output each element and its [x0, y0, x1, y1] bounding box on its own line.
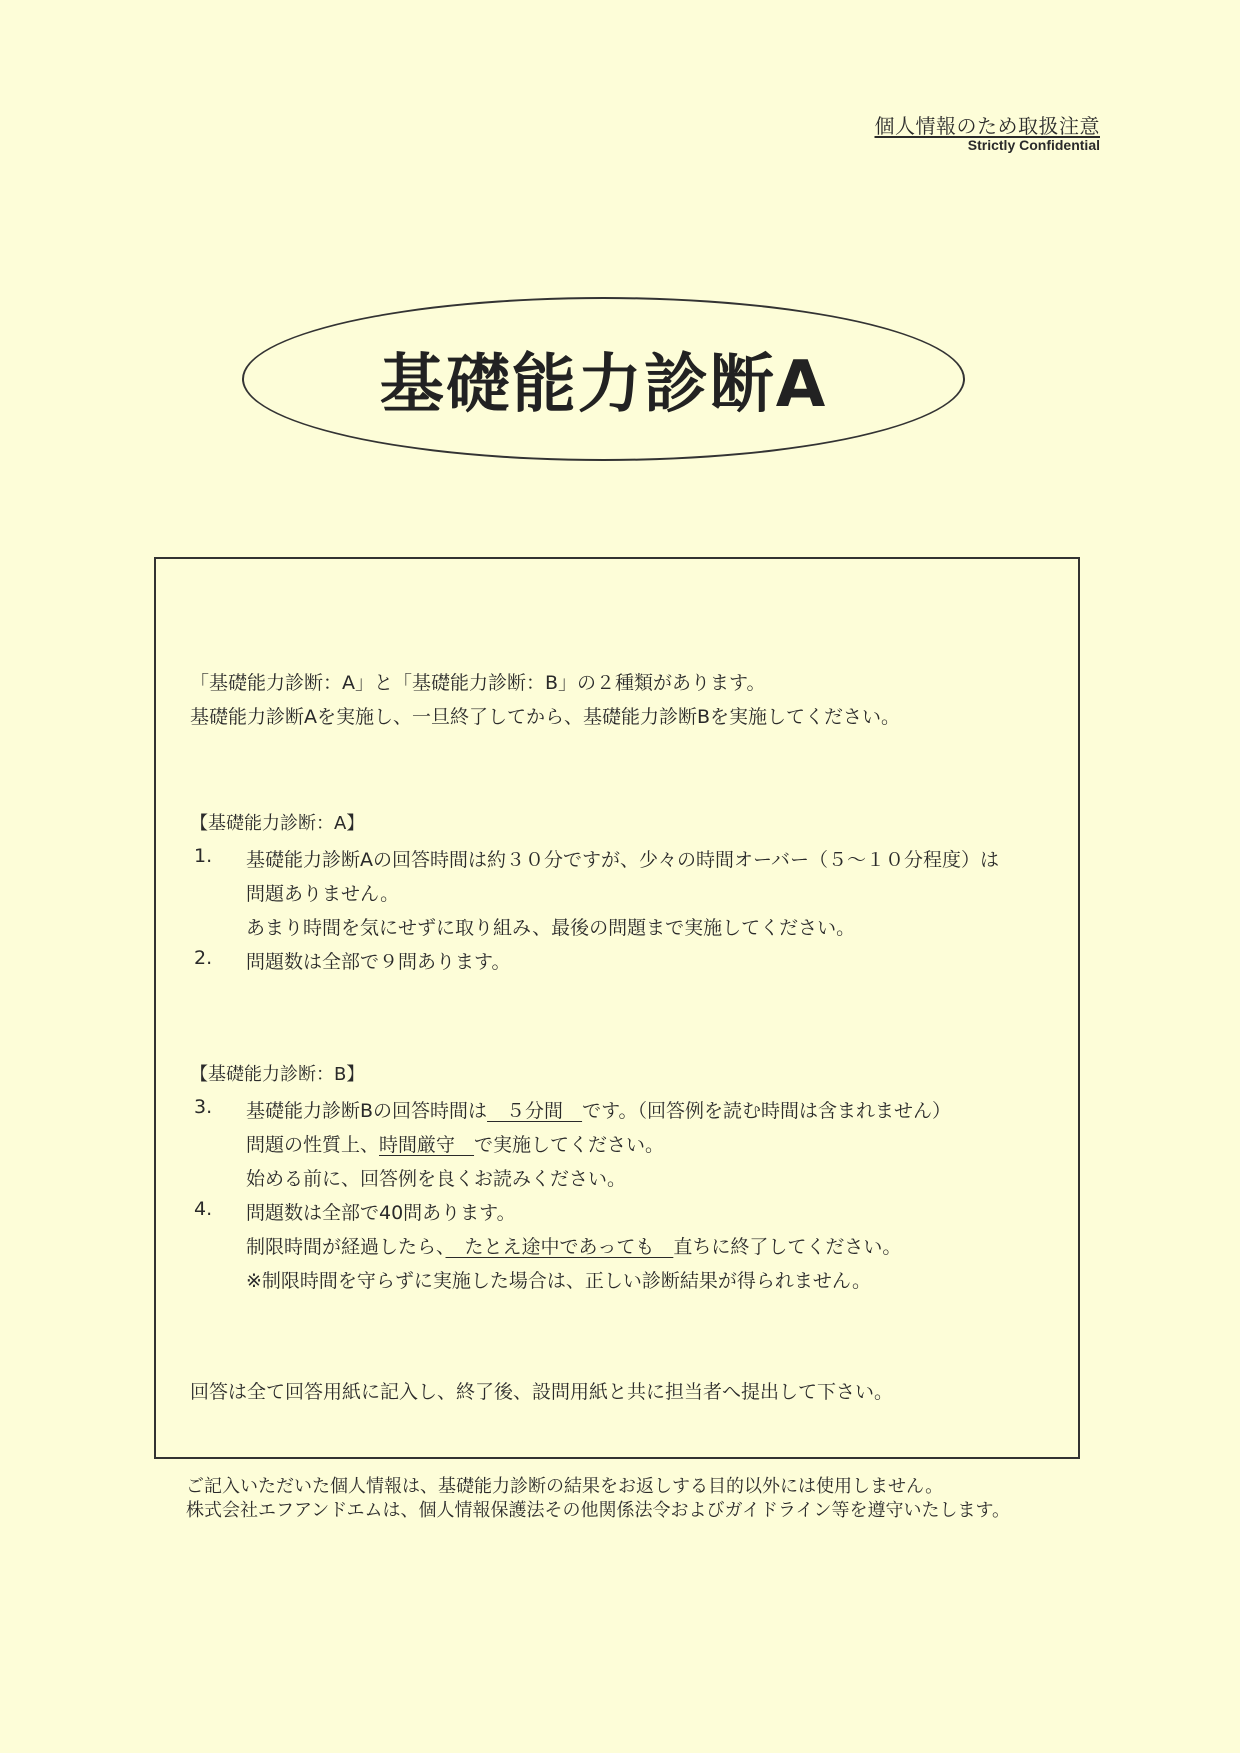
item-2-line-1: 問題数は全部で９問あります。 [246, 951, 511, 973]
privacy-footer-line-2: 株式会社エフアンドエムは、個人情報保護法その他関係法令およびガイドライン等を遵守いたします。 [186, 1500, 1011, 1521]
item-3-line-2-post: で実施してください。 [474, 1134, 665, 1156]
item-3-number: 3. [194, 1096, 213, 1118]
item-4-line-2-pre: 制限時間が経過したら、 [246, 1236, 446, 1258]
section-a-heading: 【基礎能力診断：A】 [190, 813, 365, 834]
item-1-line-3: あまり時間を気にせずに取り組み、最後の問題まで実施してください。 [246, 917, 856, 939]
confidential-notice-en: Strictly Confidential [967, 137, 1100, 153]
title-oval [242, 297, 965, 461]
item-3-line-2-pre: 問題の性質上、 [246, 1134, 380, 1156]
item-3-line-3: 始める前に、回答例を良くお読みください。 [246, 1168, 627, 1190]
page-title: 基礎能力診断A [379, 348, 828, 422]
item-4-line-3: ※制限時間を守らずに実施した場合は、正しい診断結果が得られません。 [246, 1270, 872, 1292]
item-4-line-2-post: 直ちに終了してください。 [673, 1236, 902, 1258]
intro-line-1: 「基礎能力診断：A」と「基礎能力診断：B」の２種類があります。 [190, 672, 766, 694]
section-b-heading: 【基礎能力診断：B】 [190, 1064, 365, 1085]
answer-time-underlined: ５分間 [487, 1100, 583, 1122]
intro-line-2: 基礎能力診断Aを実施し、一旦終了してから、基礎能力診断Bを実施してください。 [190, 706, 901, 728]
item-4-line-1: 問題数は全部で40問あります。 [246, 1202, 516, 1224]
item-2-number: 2. [194, 947, 213, 969]
item-4-number: 4. [194, 1198, 213, 1220]
item-4-line-2 [246, 1232, 901, 1259]
confidential-notice-ja: 個人情報のため取扱注意 [874, 114, 1100, 138]
closing-instruction: 回答は全て回答用紙に記入し、終了後、設問用紙と共に担当者へ提出して下さい。 [190, 1381, 894, 1403]
even-midway-underlined: たとえ途中であっても [445, 1236, 674, 1258]
strict-time-underlined: 時間厳守 [379, 1134, 475, 1156]
item-1-number: 1. [194, 845, 213, 867]
item-3-line-1-pre: 基礎能力診断Bの回答時間は [246, 1100, 488, 1122]
instructions-box [154, 557, 1080, 1459]
item-3-line-2 [246, 1130, 664, 1157]
privacy-footer-line-1: ご記入いただいた個人情報は、基礎能力診断の結果をお返しする目的以外には使用しません。 [186, 1476, 944, 1497]
item-1-line-2: 問題ありません。 [246, 883, 400, 905]
item-1-line-1: 基礎能力診断Aの回答時間は約３０分ですが、少々の時間オーバー（５～１０分程度）は [246, 849, 1000, 871]
item-3-line-1 [246, 1096, 951, 1123]
item-3-line-1-post: です。（回答例を読む時間は含まれません） [582, 1100, 952, 1122]
